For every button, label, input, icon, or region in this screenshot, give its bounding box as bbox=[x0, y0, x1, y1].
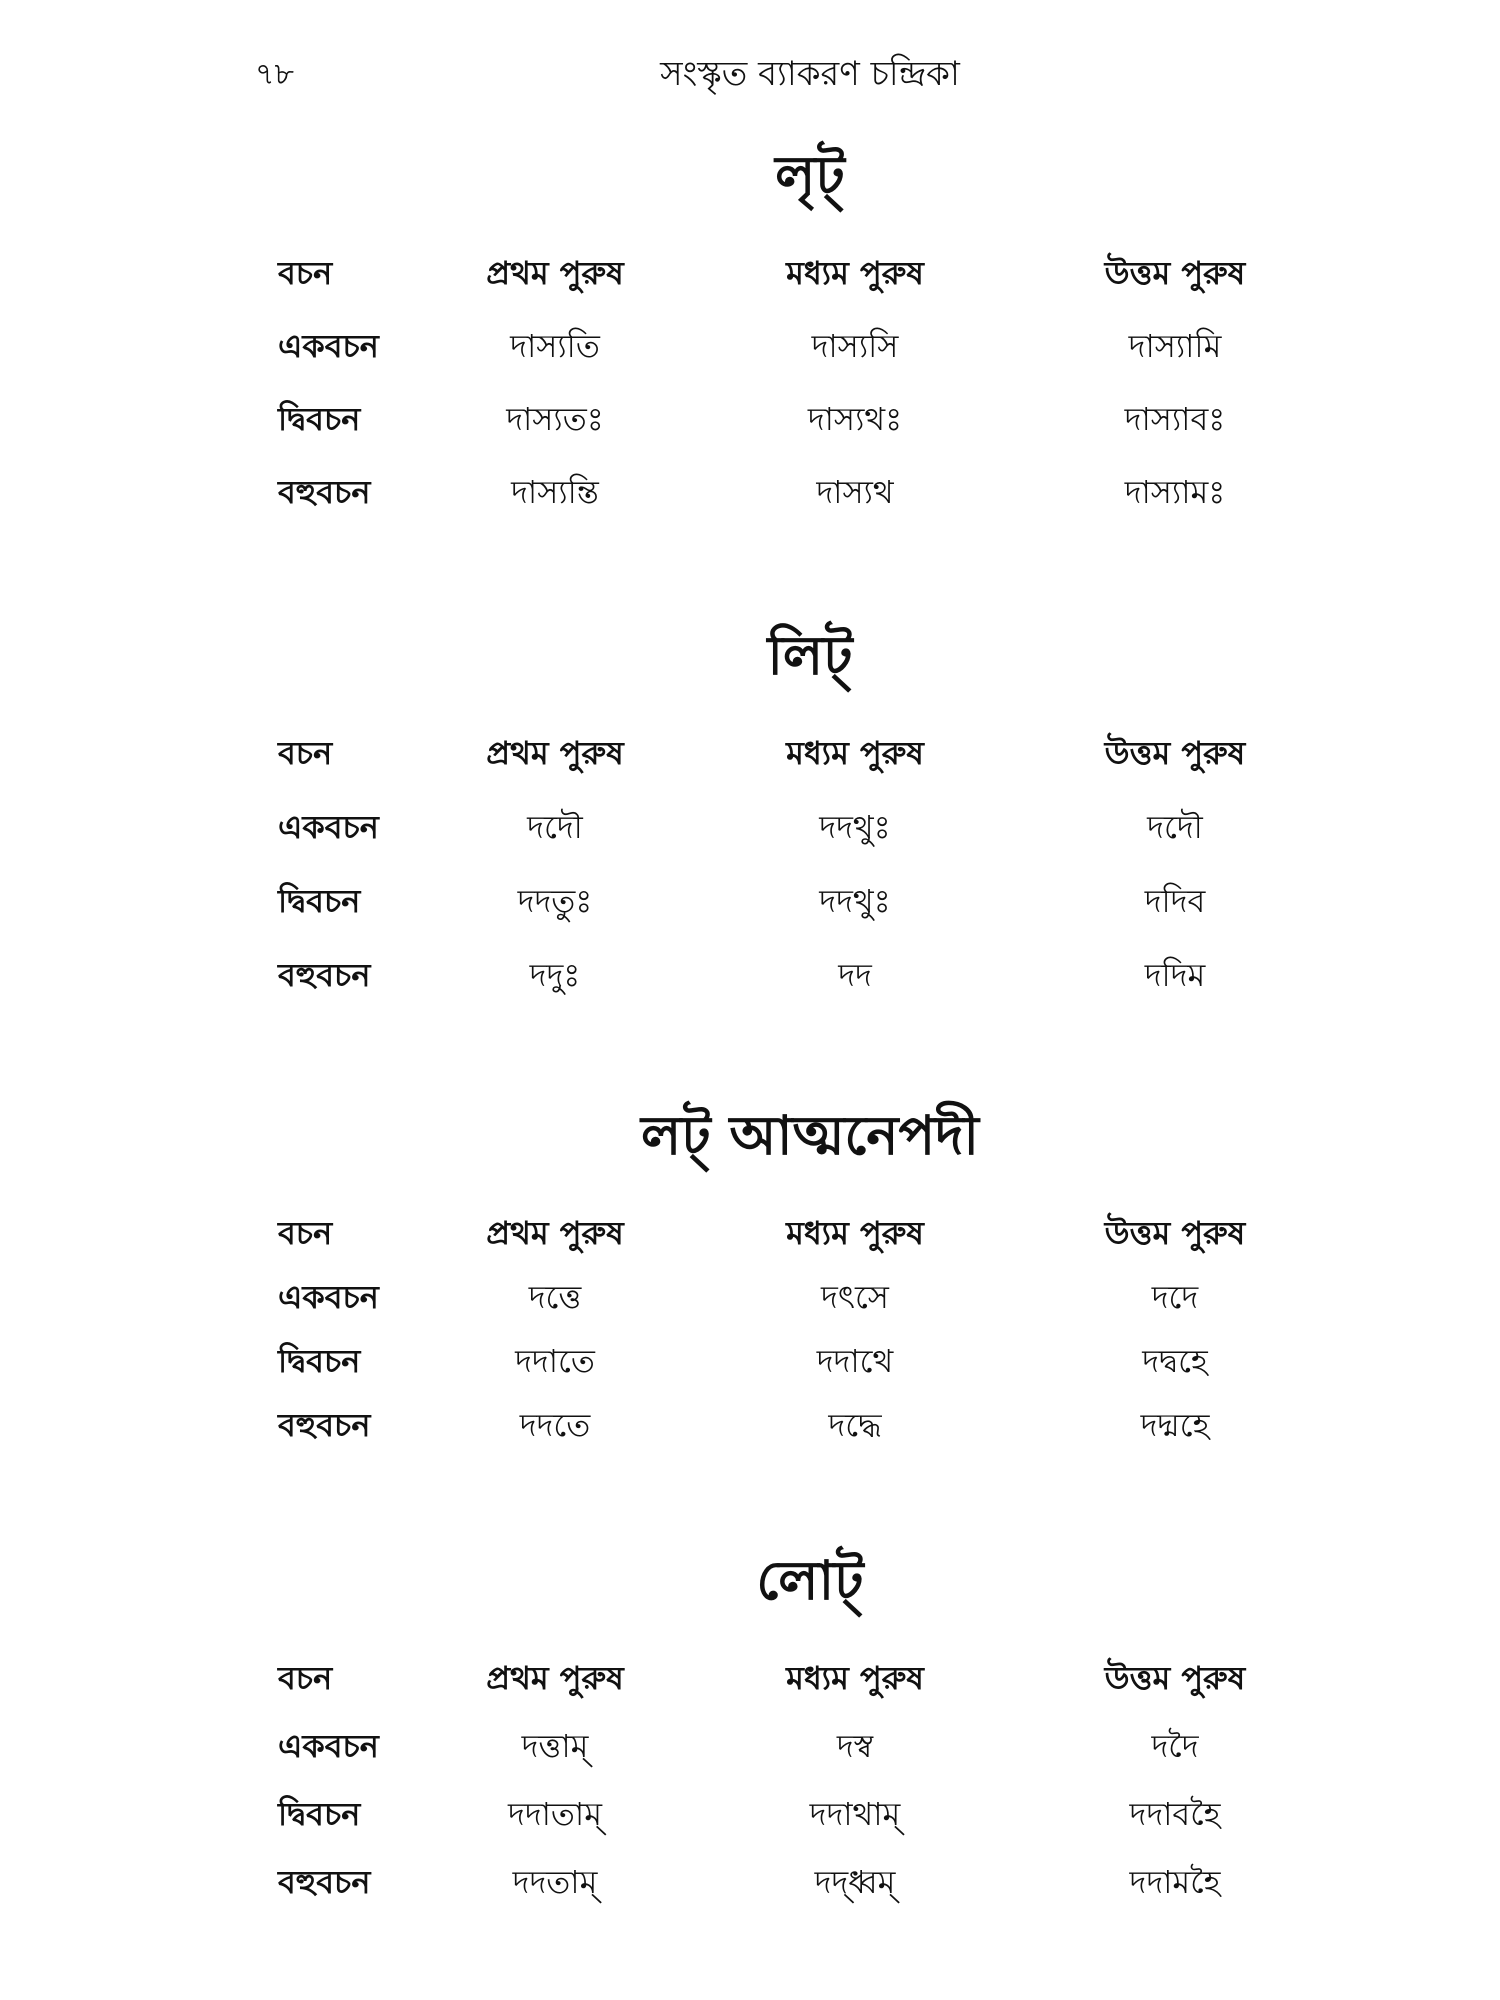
table-row bbox=[0, 1789, 1500, 1857]
running-head: সংস্কৃত ব্যাকরণ চন্দ্রিকা bbox=[660, 54, 960, 94]
header-cell-madhyama: মধ্যম পুরুষ bbox=[786, 1214, 924, 1252]
header-cell-uttama: উত্তম পুরুষ bbox=[1104, 734, 1246, 772]
form-cell: দদৈ bbox=[1151, 1727, 1199, 1765]
table-row bbox=[0, 1272, 1500, 1336]
form-cell: দস্ব bbox=[836, 1727, 874, 1765]
form-cell: দদৌ bbox=[527, 808, 583, 846]
section-lot bbox=[0, 1545, 1500, 1925]
section-title: লৃট্ bbox=[775, 143, 845, 207]
row-label: একবচন bbox=[278, 327, 379, 365]
header-cell-madhyama: মধ্যম পুরুষ bbox=[786, 1659, 924, 1697]
form-cell: দত্তাম্ bbox=[521, 1727, 589, 1765]
form-cell: দদে bbox=[1151, 1278, 1199, 1316]
form-cell: দদতে bbox=[519, 1406, 591, 1444]
form-cell: দদতুঃ bbox=[517, 882, 593, 920]
form-cell: দদথুঃ bbox=[819, 808, 891, 846]
form-cell: দাস্যসি bbox=[811, 327, 899, 365]
row-label: দ্বিবচন bbox=[278, 400, 361, 438]
header-cell-prathama: প্রথম পুরুষ bbox=[486, 254, 624, 292]
section-title: লিট্ bbox=[767, 623, 853, 687]
table-header-row bbox=[0, 1653, 1500, 1721]
form-cell: দদিম bbox=[1144, 956, 1206, 994]
table-row bbox=[0, 1400, 1500, 1464]
form-cell: দদিব bbox=[1144, 882, 1206, 920]
section-lat-atmanepadi bbox=[0, 1100, 1500, 1480]
header-cell-bachan: বচন bbox=[278, 254, 333, 292]
header-cell-madhyama: মধ্যম পুরুষ bbox=[786, 734, 924, 772]
form-cell: দদৌ bbox=[1147, 808, 1203, 846]
form-cell: দদতাম্ bbox=[512, 1863, 598, 1901]
form-cell: দদ bbox=[838, 956, 872, 994]
header-cell-bachan: বচন bbox=[278, 734, 333, 772]
row-label: দ্বিবচন bbox=[278, 1795, 361, 1833]
form-cell: দদথুঃ bbox=[819, 882, 891, 920]
form-cell: দাস্যতি bbox=[510, 327, 600, 365]
form-cell: দদাতাম্ bbox=[508, 1795, 602, 1833]
section-lit bbox=[0, 620, 1500, 1000]
row-label: দ্বিবচন bbox=[278, 882, 361, 920]
page-number: ৭৮ bbox=[255, 57, 294, 92]
form-cell: দাস্যতঃ bbox=[506, 400, 604, 438]
header-cell-uttama: উত্তম পুরুষ bbox=[1104, 1659, 1246, 1697]
table-row bbox=[0, 876, 1500, 950]
row-label: একবচন bbox=[278, 1278, 379, 1316]
section-title: লোট্ bbox=[756, 1548, 864, 1612]
form-cell: দদ্বহে bbox=[1142, 1342, 1208, 1380]
conjugation-table bbox=[0, 728, 1500, 1024]
table-row bbox=[0, 321, 1500, 394]
row-label: বহুবচন bbox=[278, 473, 371, 511]
form-cell: দদ্ধে bbox=[828, 1406, 882, 1444]
header-cell-bachan: বচন bbox=[278, 1659, 333, 1697]
form-cell: দাস্যাবঃ bbox=[1124, 400, 1226, 438]
form-cell: দাস্যথ bbox=[816, 473, 894, 511]
header-cell-uttama: উত্তম পুরুষ bbox=[1104, 254, 1246, 292]
form-cell: দদামহৈ bbox=[1129, 1863, 1221, 1901]
form-cell: দৎসে bbox=[821, 1278, 889, 1316]
form-cell: দদাথাম্ bbox=[809, 1795, 901, 1833]
form-cell: দদুঃ bbox=[529, 956, 581, 994]
table-header-row bbox=[0, 248, 1500, 321]
table-header-row bbox=[0, 728, 1500, 802]
header-cell-prathama: প্রথম পুরুষ bbox=[486, 734, 624, 772]
form-cell: দদাতে bbox=[515, 1342, 595, 1380]
section-title: লট্ আত্মনেপদী bbox=[641, 1103, 979, 1167]
form-cell: দাস্যামঃ bbox=[1124, 473, 1226, 511]
table-row bbox=[0, 467, 1500, 540]
header-cell-prathama: প্রথম পুরুষ bbox=[486, 1659, 624, 1697]
form-cell: দদাবহৈ bbox=[1129, 1795, 1221, 1833]
form-cell: দত্তে bbox=[528, 1278, 582, 1316]
row-label: বহুবচন bbox=[278, 956, 371, 994]
form-cell: দাস্যথঃ bbox=[807, 400, 903, 438]
header-cell-prathama: প্রথম পুরুষ bbox=[486, 1214, 624, 1252]
header-cell-bachan: বচন bbox=[278, 1214, 333, 1252]
table-row bbox=[0, 1857, 1500, 1925]
conjugation-table bbox=[0, 1208, 1500, 1464]
header-cell-uttama: উত্তম পুরুষ bbox=[1104, 1214, 1246, 1252]
form-cell: দাস্যামি bbox=[1128, 327, 1222, 365]
table-row bbox=[0, 394, 1500, 467]
form-cell: দদ্ধ্বম্ bbox=[814, 1863, 896, 1901]
conjugation-table bbox=[0, 1653, 1500, 1925]
row-label: বহুবচন bbox=[278, 1406, 371, 1444]
form-cell: দদ্মহে bbox=[1140, 1406, 1210, 1444]
table-row bbox=[0, 950, 1500, 1024]
header-cell-madhyama: মধ্যম পুরুষ bbox=[786, 254, 924, 292]
form-cell: দদাথে bbox=[816, 1342, 894, 1380]
table-row bbox=[0, 1336, 1500, 1400]
table-row bbox=[0, 1721, 1500, 1789]
row-label: বহুবচন bbox=[278, 1863, 371, 1901]
section-lrit bbox=[0, 140, 1500, 520]
form-cell: দাস্যন্তি bbox=[511, 473, 599, 511]
conjugation-table bbox=[0, 248, 1500, 540]
row-label: দ্বিবচন bbox=[278, 1342, 361, 1380]
table-row bbox=[0, 802, 1500, 876]
table-header-row bbox=[0, 1208, 1500, 1272]
row-label: একবচন bbox=[278, 1727, 379, 1765]
row-label: একবচন bbox=[278, 808, 379, 846]
